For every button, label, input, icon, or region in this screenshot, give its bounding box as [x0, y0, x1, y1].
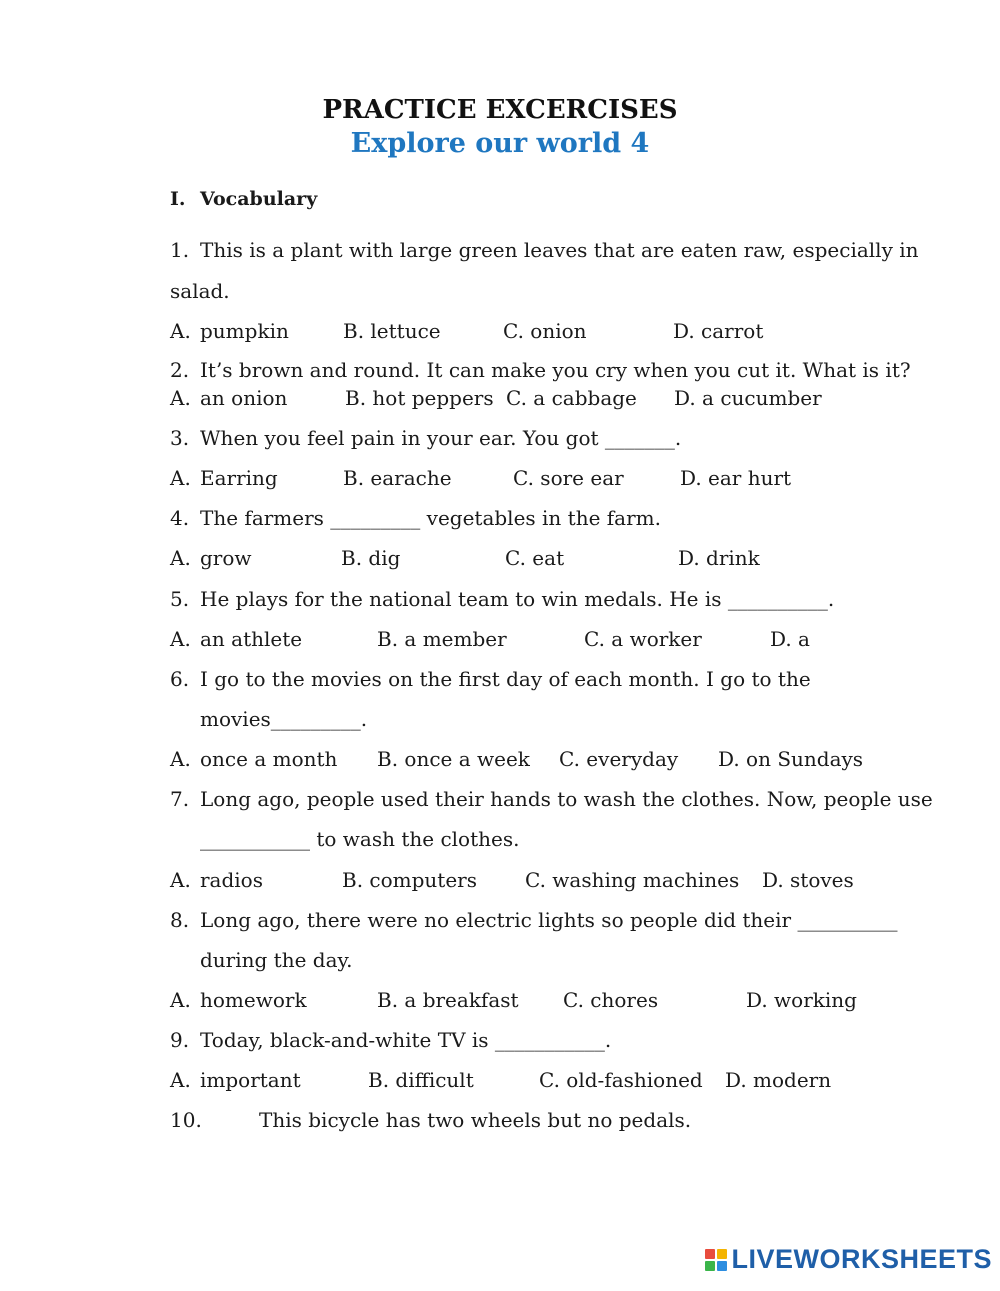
- option-letter: A.: [170, 466, 191, 490]
- option-d[interactable]: D. ear hurt: [680, 466, 792, 490]
- question-text: He plays for the national team to win medals. He is __________.: [200, 587, 835, 611]
- question-text: I go to the movies on the first day of each month. I go to the: [200, 667, 811, 691]
- option-a[interactable]: grow: [200, 546, 252, 570]
- option-b[interactable]: B. dig: [341, 546, 401, 570]
- question-number: 1.: [170, 238, 190, 262]
- option-a[interactable]: Earring: [200, 466, 278, 490]
- option-b[interactable]: B. lettuce: [343, 319, 441, 343]
- question-text: Long ago, people used their hands to wash the clothes. Now, people use: [200, 787, 933, 811]
- option-a[interactable]: an athlete: [200, 627, 303, 651]
- option-b[interactable]: B. difficult: [368, 1068, 474, 1092]
- logo-text: LIVEWORKSHEETS: [731, 1244, 992, 1274]
- page-title: PRACTICE EXCERCISES: [322, 95, 678, 125]
- liveworksheets-logo[interactable]: [705, 1244, 992, 1275]
- section-heading: [170, 188, 317, 210]
- question-text: Long ago, there were no electric lights so people did their __________: [200, 908, 898, 932]
- option-d[interactable]: D. modern: [725, 1068, 832, 1092]
- option-b[interactable]: B. once a week: [377, 747, 530, 771]
- question-number: 3.: [170, 426, 190, 450]
- question-text: When you feel pain in your ear. You got _______.: [200, 426, 682, 450]
- question-text-cont: ___________ to wash the clothes.: [200, 827, 520, 851]
- option-letter: A.: [170, 747, 191, 771]
- option-a[interactable]: homework: [200, 988, 307, 1012]
- option-c[interactable]: C. eat: [505, 546, 565, 570]
- question-number: 9.: [170, 1028, 190, 1052]
- question-text: This bicycle has two wheels but no pedals.: [259, 1108, 692, 1132]
- question-text: The farmers _________ vegetables in the farm.: [200, 506, 661, 530]
- question-text-cont: salad.: [170, 279, 230, 303]
- question-number: 4.: [170, 506, 190, 530]
- question-text: This is a plant with large green leaves that are eaten raw, especially in: [200, 238, 919, 262]
- option-b[interactable]: B. hot peppers: [345, 386, 494, 410]
- page-subtitle: Explore our world 4: [350, 128, 650, 159]
- question-text: It’s brown and round. It can make you cry when you cut it. What is it?: [200, 358, 911, 382]
- option-d[interactable]: D. carrot: [673, 319, 764, 343]
- question-number: 5.: [170, 587, 190, 611]
- option-d[interactable]: D. working: [746, 988, 857, 1012]
- option-c[interactable]: C. chores: [563, 988, 659, 1012]
- option-c[interactable]: C. a cabbage: [506, 386, 637, 410]
- question-text-cont: movies_________.: [200, 707, 368, 731]
- option-d[interactable]: D. a cucumber: [674, 386, 822, 410]
- logo-block: [705, 1249, 715, 1259]
- section-label: Vocabulary: [200, 188, 318, 210]
- option-b[interactable]: B. computers: [342, 868, 477, 892]
- logo-blocks-icon: [705, 1249, 727, 1271]
- option-d[interactable]: D. stoves: [762, 868, 854, 892]
- option-c[interactable]: C. onion: [503, 319, 587, 343]
- option-d[interactable]: D. on Sundays: [718, 747, 864, 771]
- option-letter: A.: [170, 319, 191, 343]
- option-letter: A.: [170, 546, 191, 570]
- option-letter: A.: [170, 868, 191, 892]
- option-letter: A.: [170, 627, 191, 651]
- option-a[interactable]: pumpkin: [200, 319, 289, 343]
- option-c[interactable]: C. washing machines: [525, 868, 740, 892]
- option-c[interactable]: C. everyday: [559, 747, 679, 771]
- option-letter: A.: [170, 1068, 191, 1092]
- logo-block: [717, 1249, 727, 1259]
- question-number: 8.: [170, 908, 190, 932]
- logo-block: [705, 1261, 715, 1271]
- option-d[interactable]: D. drink: [678, 546, 760, 570]
- option-c[interactable]: C. a worker: [584, 627, 702, 651]
- option-d[interactable]: D. a: [770, 627, 810, 651]
- question-number: 6.: [170, 667, 190, 691]
- question-text-cont: during the day.: [200, 948, 353, 972]
- option-a[interactable]: important: [200, 1068, 301, 1092]
- option-a[interactable]: an onion: [200, 386, 288, 410]
- logo-block: [717, 1261, 727, 1271]
- question-number: 10.: [170, 1108, 202, 1132]
- option-b[interactable]: B. a breakfast: [377, 988, 519, 1012]
- option-a[interactable]: once a month: [200, 747, 338, 771]
- option-b[interactable]: B. earache: [343, 466, 452, 490]
- question-number: 7.: [170, 787, 190, 811]
- option-a[interactable]: radios: [200, 868, 263, 892]
- option-letter: A.: [170, 386, 191, 410]
- question-number: 2.: [170, 358, 190, 382]
- option-c[interactable]: C. old-fashioned: [539, 1068, 703, 1092]
- option-b[interactable]: B. a member: [377, 627, 507, 651]
- section-number: I.: [170, 188, 186, 210]
- option-c[interactable]: C. sore ear: [513, 466, 624, 490]
- question-text: Today, black-and-white TV is ___________.: [200, 1028, 612, 1052]
- option-letter: A.: [170, 988, 191, 1012]
